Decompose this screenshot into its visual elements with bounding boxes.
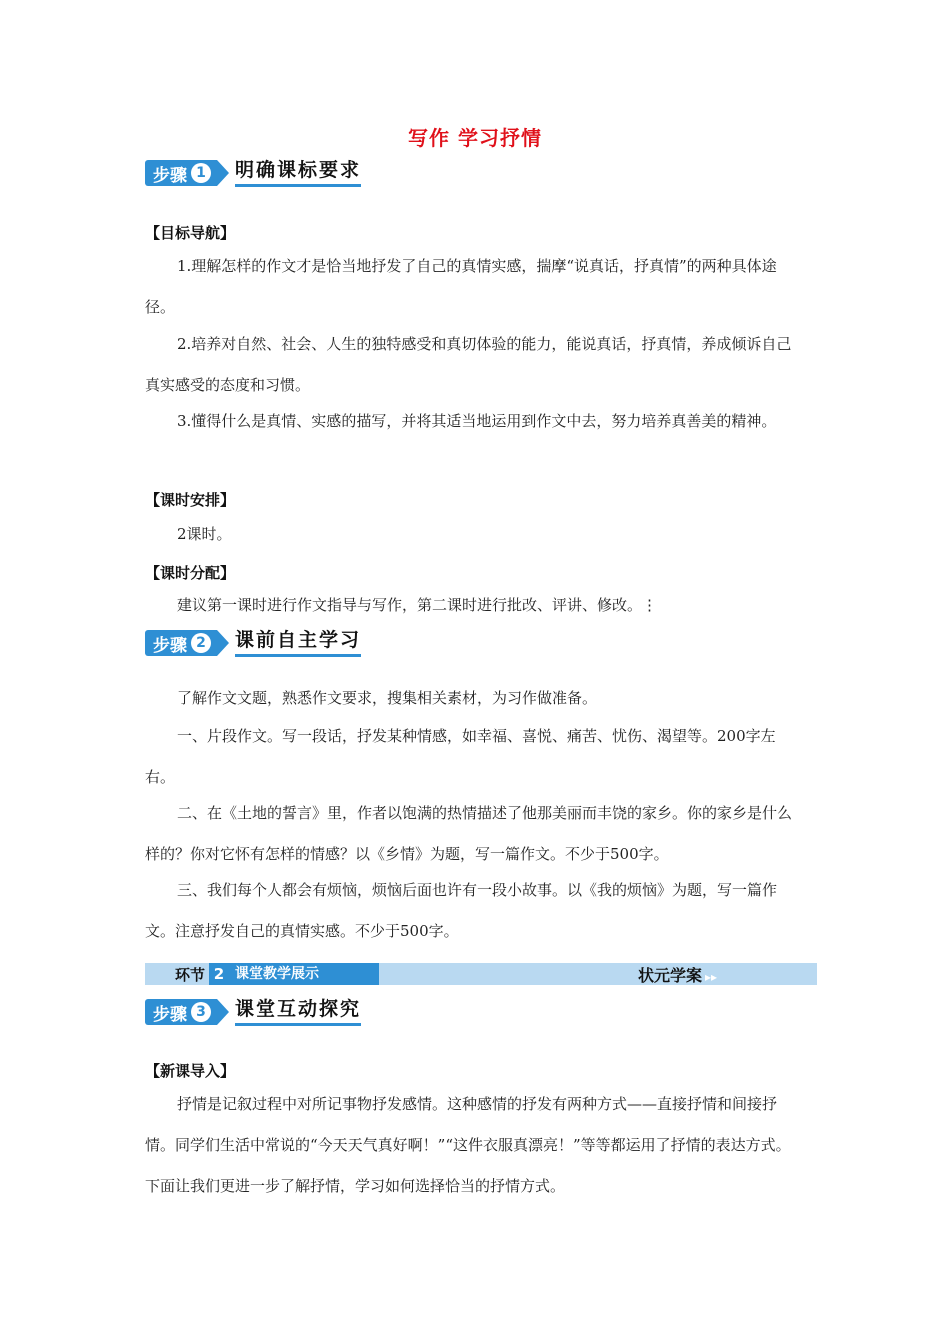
goal-item-2: 2.培养对自然、社会、人生的独特感受和真切体验的能力，能说真话，抒真情，养成倾诉自己真实感受的态度和习惯。 xyxy=(145,335,792,394)
intro-heading: 【新课导入】 xyxy=(145,1062,236,1080)
step-3-tag xyxy=(145,999,217,1025)
allocation-text: 建议第一课时进行作文指导与写作，第二课时进行批改、评讲、修改。⋮ xyxy=(177,596,658,614)
step-2-number: 2 xyxy=(191,633,211,653)
step-3-header xyxy=(145,998,361,1026)
step-2-title: 课前自主学习 xyxy=(235,629,361,657)
step-1-title: 明确课标要求 xyxy=(235,159,361,187)
goal-heading: 【目标导航】 xyxy=(145,224,236,242)
goal-item-3: 3.懂得什么是真情、实感的描写，并将其适当地运用到作文中去，努力培养真善美的精神。 xyxy=(177,412,777,430)
step-1-tag xyxy=(145,160,217,186)
task-2-paragraph: 二、在《土地的誓言》里，作者以饱满的热情描述了他那美丽而丰饶的家乡。你的家乡是什么样的？你对它怀有怎样的情感？以《乡情》为题，写一篇作文。不少于500字。 xyxy=(145,804,793,863)
banner-number: 2 xyxy=(209,963,229,985)
task-3-paragraph: 三、我们每个人都会有烦恼，烦恼后面也许有一段小故事。以《我的烦恼》为题，写一篇作文。注意抒发自己的真情实感。不少于500字。 xyxy=(145,881,778,940)
step-1-header xyxy=(145,159,361,187)
section-banner xyxy=(145,963,817,985)
step-2-tag-label: 步骤 xyxy=(153,635,187,656)
task-1-paragraph: 一、片段作文。写一段话，抒发某种情感，如幸福、喜悦、痛苦、忧伤、渴望等。200字左右。 xyxy=(145,727,776,786)
schedule-heading: 【课时安排】 xyxy=(145,491,236,509)
step-3-number: 3 xyxy=(191,1002,211,1022)
intro-paragraph: 抒情是记叙过程中对所记事物抒发感情。这种感情的抒发有两种方式——直接抒情和间接抒情。同学们生活中常说的“今天天气真好啊！”“这件衣服真漂亮！”等等都运用了抒情的表达方式。下面让我们更进一步了解抒情，学习如何选择恰当的抒情方式。 xyxy=(145,1095,791,1195)
schedule-text: 2课时。 xyxy=(177,525,232,543)
page-title: 写作 学习抒情 xyxy=(408,126,542,150)
prep-paragraph: 了解作文文题，熟悉作文要求，搜集相关素材，为习作做准备。 xyxy=(177,689,598,707)
banner-brand xyxy=(638,963,717,986)
step-3-tag-label: 步骤 xyxy=(153,1004,187,1025)
banner-label: 环节 xyxy=(175,965,206,984)
banner-subtitle: 课堂教学展示 xyxy=(229,963,379,985)
banner-brand-text: 状元学案 xyxy=(637,965,702,985)
step-3-title: 课堂互动探究 xyxy=(235,998,361,1026)
allocation-heading: 【课时分配】 xyxy=(145,564,236,582)
step-1-number: 1 xyxy=(191,163,211,183)
step-2-header xyxy=(145,629,361,657)
step-1-tag-label: 步骤 xyxy=(153,165,187,186)
goal-item-1: 1.理解怎样的作文才是恰当地抒发了自己的真情实感，揣摩“说真话，抒真情”的两种具体途径。 xyxy=(145,257,777,316)
step-2-tag xyxy=(145,630,217,656)
double-arrow-icon: ▸▸ xyxy=(704,969,717,984)
